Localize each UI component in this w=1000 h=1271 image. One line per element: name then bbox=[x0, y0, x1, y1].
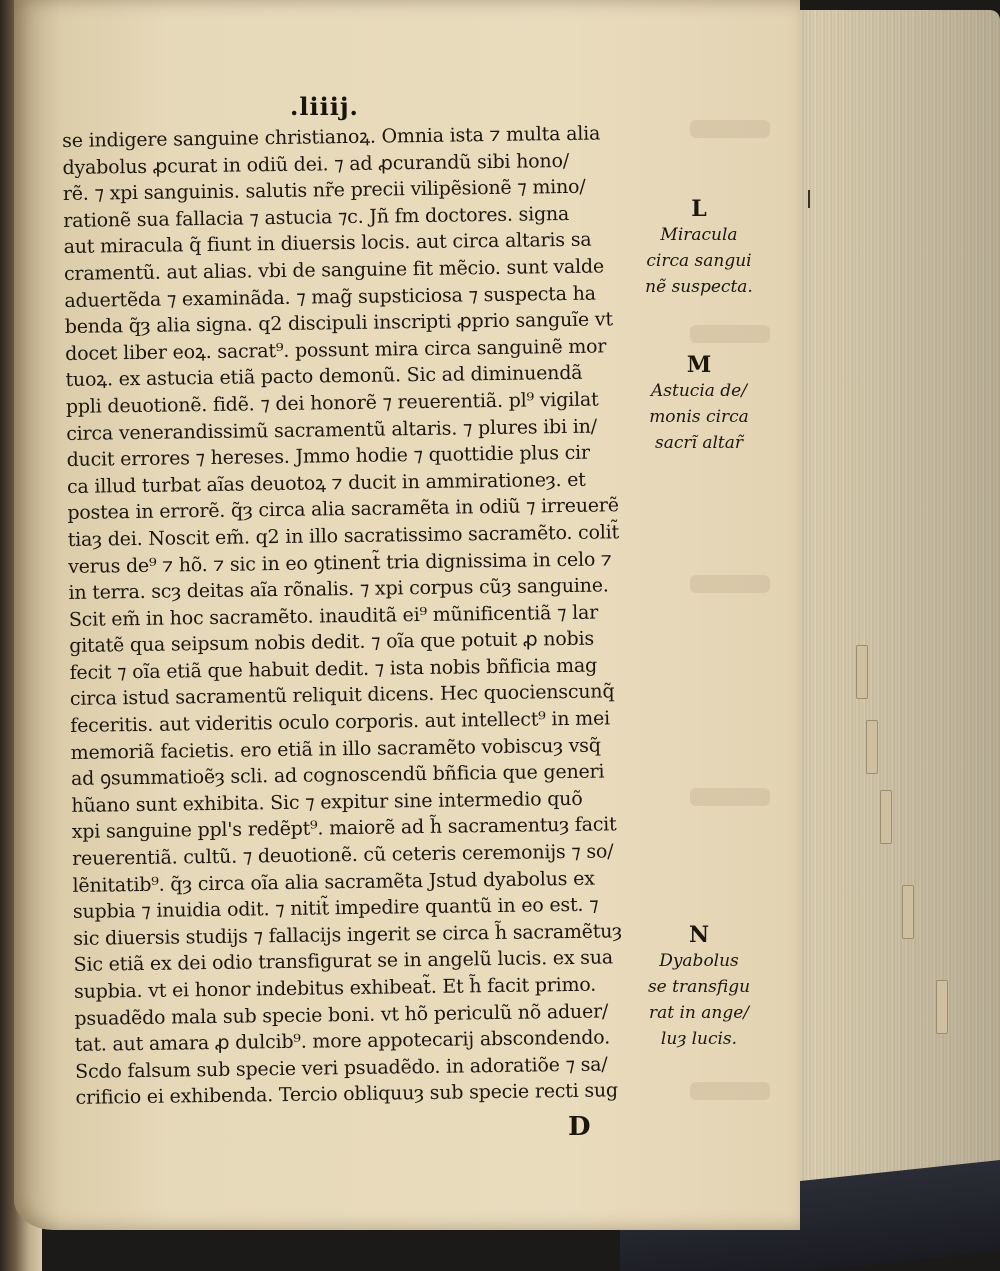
marginal-line: nẽ suspecta. bbox=[645, 277, 753, 297]
marginal-line: luȝ lucis. bbox=[660, 1029, 738, 1049]
marginal-letter: M bbox=[686, 352, 712, 378]
text-line: circa venerandissimũ sacramentũ altaris. ⁊ plures ibi in/ bbox=[66, 415, 598, 445]
text-line: ducit errores ⁊ hereses. Jmmo hodie ⁊ quottidie plus cir bbox=[66, 441, 591, 472]
text-line: fecit ⁊ oĩa etiã que habuit dedit. ⁊ ista nobis bñficia mag bbox=[69, 654, 598, 684]
text-line: psuadẽdo mala sub specie boni. vt hõ periculũ nõ aduer/ bbox=[74, 1000, 609, 1030]
ink-mark bbox=[808, 190, 810, 208]
text-line: cramentũ. aut alias. vbi de sanguine fit mẽcio. sunt valde bbox=[63, 255, 605, 285]
text-line: memoriã facietis. ero etiã in illo sacramẽto vobiscuȝ vsq̃ bbox=[70, 734, 601, 764]
text-line: supbia. vt ei honor indebitus exhibeat̃. Et h̃ facit primo. bbox=[73, 973, 597, 1003]
main-text-column bbox=[62, 120, 646, 1112]
text-line: hũano sunt exhibita. Sic ⁊ expitur sine intermedio quõ bbox=[71, 787, 583, 817]
text-line: in terra. scȝ deitas aĩa rõnalis. ⁊ xpi corpus cũȝ sanguine. bbox=[68, 574, 609, 605]
marginal-line: Dyabolus bbox=[659, 951, 739, 971]
marginal-line: sacrĩ altar̃ bbox=[654, 433, 743, 453]
text-line: supbia ⁊ inuidia odit. ⁊ nitit̃ impedire quantũ in eo est. ⁊ bbox=[72, 893, 599, 924]
marginal-letter: N bbox=[688, 922, 710, 948]
text-line: benda q̃ȝ alia signa. q2 discipuli inscripti ꝓprio sanguĩe vt bbox=[64, 308, 613, 339]
marginal-line: circa sangui bbox=[646, 251, 752, 271]
marginal-line: se transfigu bbox=[647, 977, 751, 997]
text-line: verus de⁹ ⁊ hõ. ⁊ sic in eo ꝯtinent̃ tria dignissima in celo ⁊ bbox=[67, 547, 612, 578]
marginal-line: rat in ange/ bbox=[648, 1003, 750, 1023]
show-through-text bbox=[690, 788, 770, 806]
text-line: tiaȝ dei. Noscit em̃. q2 in illo sacratissimo sacramẽto. colit̃ bbox=[67, 521, 620, 551]
text-line: se indigere sanguine christianoꝝ. Omnia ista ⁊ multa alia bbox=[62, 122, 601, 152]
marginal-line: Astucia de/ bbox=[651, 381, 747, 401]
text-line: sic diuersis studijs ⁊ fallacijs ingerit se circa h̃ sacramẽtuȝ bbox=[73, 920, 623, 950]
text-line: ppli deuotionẽ. fidẽ. ⁊ dei honorẽ ⁊ reuerentiã. pl⁹ vigilat bbox=[65, 388, 599, 418]
text-line: aut miracula q̃ fiunt in diuersis locis. aut circa altaris sa bbox=[63, 228, 592, 259]
marginal-note-m bbox=[624, 352, 774, 456]
catchword: D bbox=[568, 1112, 591, 1142]
text-line: Scdo falsum sub specie veri psuadẽdo. in adoratiõe ⁊ sa/ bbox=[75, 1053, 608, 1083]
text-line: aduertẽda ⁊ examinãda. ⁊ mag̃ supsticiosa ⁊ suspecta ha bbox=[64, 282, 596, 312]
text-line: dyabolus ꝓcurat in odiũ dei. ⁊ ad ꝓcurandũ sibi hono/ bbox=[62, 149, 570, 179]
text-line: feceritis. aut videritis oculo corporis. aut intellect⁹ in mei bbox=[70, 707, 611, 738]
text-line: reuerentiã. cultũ. ⁊ deuotionẽ. cũ ceteris ceremonijs ⁊ so/ bbox=[72, 840, 614, 870]
marginal-note-l bbox=[624, 196, 774, 300]
page-tab bbox=[856, 645, 868, 699]
text-line: tat. aut amara ꝓ dulcib⁹. more appotecarij abscondendo. bbox=[74, 1026, 611, 1057]
page-tab bbox=[936, 980, 948, 1034]
text-line: postea in errorẽ. q̃ȝ circa alia sacramẽta in odiũ ⁊ irreuerẽ bbox=[67, 494, 619, 525]
page-stack-shade bbox=[770, 10, 1000, 1210]
text-line: xpi sanguine ppl's redẽpt⁹. maiorẽ ad h̃ sacramentuȝ facit bbox=[71, 813, 617, 844]
text-line: lẽnitatib⁹. q̃ȝ circa oĩa alia sacramẽta Jstud dyabolus ex bbox=[72, 867, 595, 897]
text-line: Sic etiã ex dei odio transfigurat se in angelũ lucis. ex sua bbox=[73, 946, 614, 977]
text-line: rẽ. ⁊ xpi sanguinis. salutis nr̃e precii vilipẽsionẽ ⁊ mino/ bbox=[62, 175, 586, 206]
page-tab bbox=[902, 885, 914, 939]
marginal-line: Miracula bbox=[660, 225, 738, 245]
page-tab bbox=[880, 790, 892, 844]
show-through-text bbox=[690, 325, 770, 343]
text-line: tuoꝝ. ex astucia etiã pacto demonũ. Sic ad diminuendã bbox=[65, 362, 583, 392]
text-line: crificio ei exhibenda. Tercio obliquuȝ sub specie recti sug bbox=[75, 1079, 619, 1110]
show-through-text bbox=[690, 120, 770, 138]
marginal-note-n bbox=[624, 922, 774, 1052]
text-line: circa istud sacramentũ reliquit dicens. Hec quocienscunq̃ bbox=[69, 680, 615, 711]
text-line: rationẽ sua fallacia ⁊ astucia ⁊c. Jñ fm doctores. signa bbox=[63, 202, 570, 232]
folio-number: .liiij. bbox=[290, 92, 359, 121]
text-line: Scit em̃ in hoc sacramẽto. inauditã ei⁹ mũnificentiã ⁊ lar bbox=[68, 601, 599, 631]
show-through-text bbox=[690, 575, 770, 593]
text-line: ca illud turbat aĩas deuotoꝝ ⁊ ducit in ammirationeȝ. et bbox=[66, 468, 586, 498]
text-line: gitatẽ qua seipsum nobis dedit. ⁊ oĩa que potuit ꝓ nobis bbox=[69, 627, 595, 658]
marginal-letter: L bbox=[691, 196, 707, 222]
marginal-line: monis circa bbox=[649, 407, 749, 427]
text-line: ad ꝯsummatioẽȝ scli. ad cognoscendũ bñficia que generi bbox=[70, 760, 605, 791]
show-through-text bbox=[690, 1082, 770, 1100]
text-line: docet liber eoꝝ. sacrat⁹. possunt mira circa sanguinẽ mor bbox=[64, 335, 607, 365]
page-tab bbox=[866, 720, 878, 774]
